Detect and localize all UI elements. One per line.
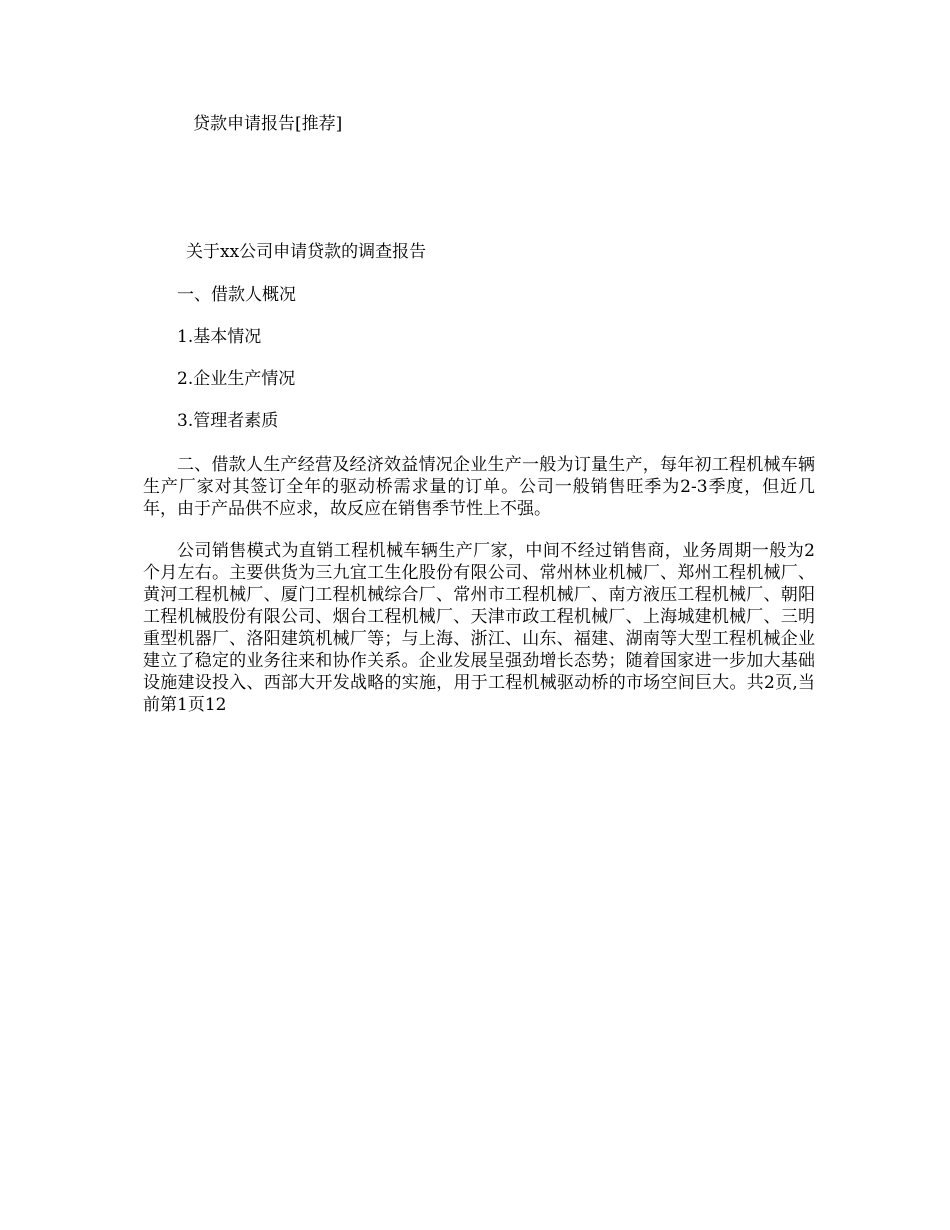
report-subtitle: 关于xx公司申请贷款的调查报告 xyxy=(186,242,427,262)
list-item-production: 2.企业生产情况 xyxy=(177,369,296,389)
list-item-management: 3.管理者素质 xyxy=(177,411,279,431)
section-heading-borrower-overview: 一、借款人概况 xyxy=(177,285,296,305)
document-title: 贷款申请报告[推荐] xyxy=(193,114,343,134)
paragraph-sales-model: 公司销售模式为直销工程机械车辆生产厂家，中间不经过销售商，业务周期一般为2个月左右。主要供货为三九宜工生化股份有限公司、常州林业机械厂、郑州工程机械厂、黄河工程机械厂、厦门工程机械综合厂、常州市工程机械厂、南方液压工程机械厂、朝阳工程机械股份有限公司、烟台工程机械厂、天津市政工程机械厂、上海城建机械厂、三明重型机器厂、洛阳建筑机械厂等；与上海、浙江、山东、福建、湖南等大型工程机械企业建立了稳定的业务往来和协作关系。企业发展呈强劲增长态势；随着国家进一步加大基础设施建设投入、西部大开发战略的实施，用于工程机械驱动桥的市场空间巨大。共2页,当前第1页12 xyxy=(143,541,815,715)
list-item-basic-info: 1.基本情况 xyxy=(177,327,262,347)
paragraph-operations: 二、借款人生产经营及经济效益情况企业生产一般为订量生产，每年初工程机械车辆生产厂家对其签订全年的驱动桥需求量的订单。公司一般销售旺季为2-3季度，但近几年，由于产品供不应求，故反应在销售季节性上不强。 xyxy=(143,455,815,519)
